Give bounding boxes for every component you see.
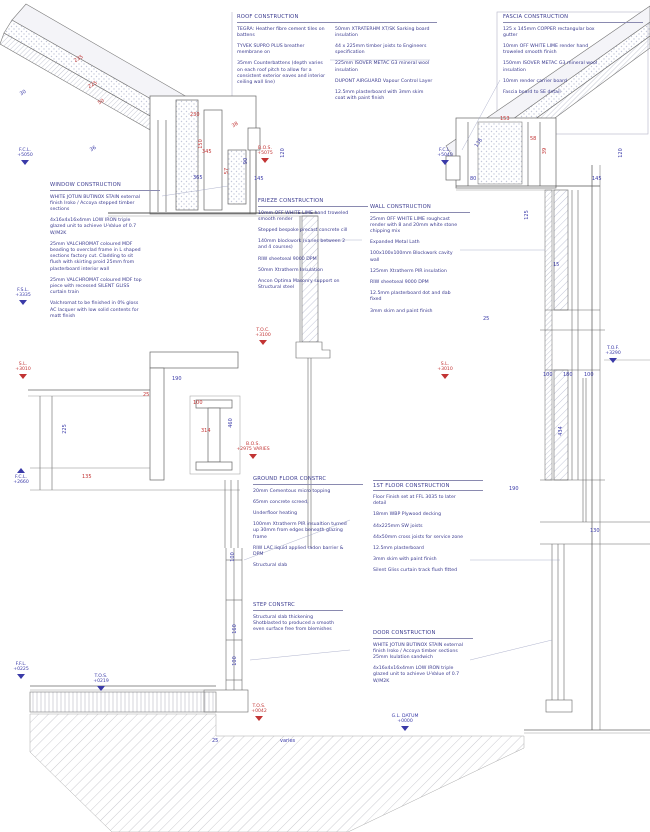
note-line: 100mm Xtratherm PIR insualtion turned up 30mm from edges beneath glazing frame bbox=[253, 522, 347, 540]
dimension-label: 145 bbox=[254, 176, 264, 182]
note-line: 20mm Cementous micro topping bbox=[253, 488, 331, 494]
note-line: Expanded Metal Lath bbox=[370, 240, 420, 246]
dimension-label: 190 bbox=[172, 376, 182, 382]
level-marker: F.C.L. +5040 bbox=[424, 148, 466, 165]
note-line: Underfloor heating bbox=[253, 510, 298, 516]
level-triangle-icon bbox=[255, 716, 263, 721]
section-title: FASCIA CONSTRUCTION bbox=[503, 14, 643, 23]
level-marker: F.S.L. +3335 bbox=[2, 288, 44, 305]
note-line: 50mm Xtratherm Insulation bbox=[258, 267, 323, 273]
dimension-label: 136 bbox=[473, 137, 484, 149]
dimension-label: 25 bbox=[143, 392, 150, 398]
note-line: Floor Finish set at FFL 3035 to later detail bbox=[373, 495, 456, 507]
dimension-label: 135 bbox=[82, 474, 92, 480]
level-marker: T.O.S. +0219 bbox=[80, 674, 122, 691]
dimension-label: 39 bbox=[542, 147, 549, 155]
level-marker: T.O.S. +0042 bbox=[238, 704, 280, 721]
dimension-label: 180 bbox=[563, 372, 573, 378]
level-marker: B.O.S. +2975 VARIES bbox=[232, 442, 274, 459]
note-line: Structural slab bbox=[253, 563, 288, 569]
dimension-label: 90 bbox=[243, 157, 250, 165]
dimension-label: 15 bbox=[553, 262, 560, 268]
note-line: 25mm VALCHROMAT coloured MDF beading to overclad frame in L shaped sections factory cut. Cladding to sit flush with skirting proid 25mm from plasterboard interior wall bbox=[50, 241, 141, 272]
note-line: Silent Gliss curtain track flush fitted bbox=[373, 568, 458, 574]
dimension-label: 365 bbox=[193, 175, 203, 181]
section-title: WALL CONSTRUCTION bbox=[370, 204, 470, 213]
dimension-label: 120 bbox=[279, 148, 286, 158]
note-line: Ancon Optima Masonry support on Structural steel bbox=[258, 278, 340, 291]
dimension-label: 38 bbox=[230, 120, 240, 130]
note-line: 4x16x4x16x4mm LOW IRON triple glazed unit to achieve U-Value of 0.7 W/M2K bbox=[50, 218, 137, 236]
dimension-label: 225 bbox=[87, 80, 99, 90]
note-line: 35mm Counterbattens (depth varies on each roof pitch to allow for a consistent exterior eaves and interior ceiling wall line) bbox=[237, 61, 326, 85]
note-line: WHITE JOTUN BUTINOX STAIN external finish Iroko / Accoya stepped timber sections bbox=[50, 194, 141, 212]
note-line: TEGRA: Heather fibre cement tiles on battens bbox=[237, 26, 325, 38]
level-marker: B.O.S. +5075 bbox=[244, 146, 286, 163]
note-line: Fascia board to SE detail bbox=[503, 89, 561, 95]
level-triangle-icon bbox=[17, 468, 25, 473]
section-title: STEP CONSTRC bbox=[253, 602, 343, 611]
note-line: 4x16x4x16x4mm LOW IRON triple glazed unit to achieve U-Value of 0.7 W/M2K bbox=[373, 666, 460, 684]
note-line: 140mm blockwork (varies between 2 and 4 courses) bbox=[258, 239, 346, 251]
level-marker: T.O.C. +3100 bbox=[242, 328, 284, 345]
note-line: 10mm OFF WHITE LIME hand troweled smooth render bbox=[258, 210, 349, 222]
dimension-label: 100 bbox=[584, 372, 594, 378]
dimension-label: 235 bbox=[73, 54, 85, 64]
dimension-label: 58 bbox=[530, 136, 537, 142]
level-triangle-icon bbox=[21, 160, 29, 165]
note-line: 10mm OFF WHITE LIME render hand troweled smooth finish bbox=[503, 43, 589, 56]
dimension-label: 160 bbox=[231, 624, 238, 634]
note-line: 3mm skim and paint finish bbox=[370, 308, 433, 314]
dimension-label: 345 bbox=[202, 149, 212, 155]
note-line: RIW sheetseal 9000 DPM bbox=[370, 279, 429, 285]
dimension-label: 150 bbox=[197, 139, 204, 149]
level-marker: G.L. DATUM +0000 bbox=[384, 714, 426, 731]
section-title: WINDOW CONSTRUCTION bbox=[50, 182, 160, 191]
dimension-label: 100 bbox=[193, 400, 203, 406]
level-marker: F.C.L. +5050 bbox=[4, 148, 46, 165]
level-marker: F.C.L. +2660 bbox=[0, 468, 42, 485]
note-line: Valchromat to be finished in 0% gloss AC lacquer with low solid contents for matt finish bbox=[50, 301, 139, 319]
dimension-label: 25 bbox=[212, 738, 219, 744]
level-triangle-icon bbox=[259, 340, 267, 345]
dimension-label: 30 bbox=[18, 88, 28, 98]
dimension-label: 25 bbox=[483, 316, 490, 322]
note-line: 100x100x100mm Blockwork cavity wall bbox=[370, 251, 453, 263]
note-line: RIW LAC liquid applied radon barrier & DPM bbox=[253, 545, 344, 557]
dimension-label: 100 bbox=[543, 372, 553, 378]
level-triangle-icon bbox=[401, 726, 409, 731]
note-line: 150mm ISOVER METAC G3 mineral wool insulation bbox=[503, 61, 598, 73]
dimension-label: 120 bbox=[617, 148, 624, 158]
dimension-label: 153 bbox=[500, 116, 510, 122]
note-line: 44x225mm SW joists bbox=[373, 523, 423, 529]
dimension-label: 80 bbox=[470, 176, 477, 182]
level-triangle-icon bbox=[17, 674, 25, 679]
note-line: WHITE JOTUN BUTINOX STAIN external finish Iroko / Accoya timber sections 25mm Isulation sandwich bbox=[373, 642, 464, 660]
level-triangle-icon bbox=[441, 160, 449, 165]
level-marker: S.L. +3010 bbox=[424, 362, 466, 379]
dimension-label: 50 bbox=[96, 97, 106, 107]
dimension-label: 230 bbox=[190, 112, 200, 118]
level-marker: S.L. +3010 bbox=[2, 362, 44, 379]
level-triangle-icon bbox=[97, 686, 105, 691]
dimension-label: 100 bbox=[229, 552, 236, 562]
note-line: 25mm OFF WHITE LIME roughcast render with 8 and 20mm white stone chipping mix bbox=[370, 216, 458, 234]
note-line: 44x50mm cross joists for service zone bbox=[373, 534, 464, 540]
section-title: FRIEZE CONSTRUCTION bbox=[258, 198, 368, 207]
note-line: 10mm render carrier board bbox=[503, 78, 567, 84]
section-title: GROUND FLOOR CONSTRC bbox=[253, 476, 363, 485]
level-triangle-icon bbox=[19, 300, 27, 305]
note-line: 12.5mm plasterboard with 3mm skim coat with paint finish bbox=[335, 89, 424, 102]
note-line: 50mm XTRATERHM XT/SK Sarking board insulation bbox=[335, 26, 430, 38]
note-line: 3mm skim with paint finish bbox=[373, 557, 437, 563]
note-line: TYVEK SUPRO PLUS breather membrane on bbox=[237, 43, 305, 56]
dimension-label: 145 bbox=[592, 176, 602, 182]
dimension-label: 314 bbox=[201, 428, 211, 434]
note-line: 65mm concrete screed, bbox=[253, 499, 309, 505]
level-triangle-icon bbox=[609, 358, 617, 363]
note-line: 12.5mm plasterboard dot and dab fixed bbox=[370, 291, 451, 303]
dimension-label: 460 bbox=[227, 418, 234, 428]
level-marker: F.F.L. +0225 bbox=[0, 662, 42, 679]
note-line: Structural slab thickening Shotblasted to produced a smooth even surface free from blemishes bbox=[253, 614, 335, 632]
dimension-label: 434 bbox=[557, 426, 564, 436]
dimension-label: 57 bbox=[224, 167, 231, 175]
dimension-label: 36 bbox=[88, 144, 98, 154]
section-title: DOOR CONSTRUCTION bbox=[373, 630, 473, 639]
dimension-label: 125 bbox=[523, 210, 530, 220]
level-triangle-icon bbox=[249, 454, 257, 459]
note-line: 25mm VALCHROMAT coloured MDF top piece with recessed SILENT GLISS curtain train bbox=[50, 277, 142, 296]
dimension-label: 190 bbox=[509, 486, 519, 492]
note-line: 225mm ISOVER METAC G3 mineral wool insulation bbox=[335, 61, 430, 73]
dimension-label: varies bbox=[280, 738, 296, 744]
section-title: ROOF CONSTRUCTION bbox=[237, 14, 437, 23]
level-triangle-icon bbox=[19, 374, 27, 379]
note-line: 12.5mm plasterboard bbox=[373, 546, 424, 552]
note-line: 18mm WBP Plywood decking bbox=[373, 512, 442, 518]
note-line: Stepped bespoke precast concrete cill bbox=[258, 227, 348, 233]
level-triangle-icon bbox=[441, 374, 449, 379]
note-line: 44 x 225mm timber joists to Engineers specification bbox=[335, 43, 427, 56]
section-title: 1ST FLOOR CONSTRUCTION bbox=[373, 480, 483, 491]
note-line: RIW sheetseal 9000 DPM bbox=[258, 256, 317, 262]
dimension-label: 225 bbox=[61, 424, 68, 434]
dimension-label: 100 bbox=[231, 656, 238, 666]
dimension-label: 130 bbox=[590, 528, 600, 534]
level-marker: T.O.F. +3290 bbox=[592, 346, 634, 363]
note-line: 125mm Xtratherm PIR insulation bbox=[370, 268, 447, 274]
note-line: DUPONT AIRGUARD Vapour Control Layer bbox=[335, 78, 433, 84]
note-line: 125 x 145mm COPPER rectangular box gutter bbox=[503, 26, 595, 38]
level-triangle-icon bbox=[261, 158, 269, 163]
